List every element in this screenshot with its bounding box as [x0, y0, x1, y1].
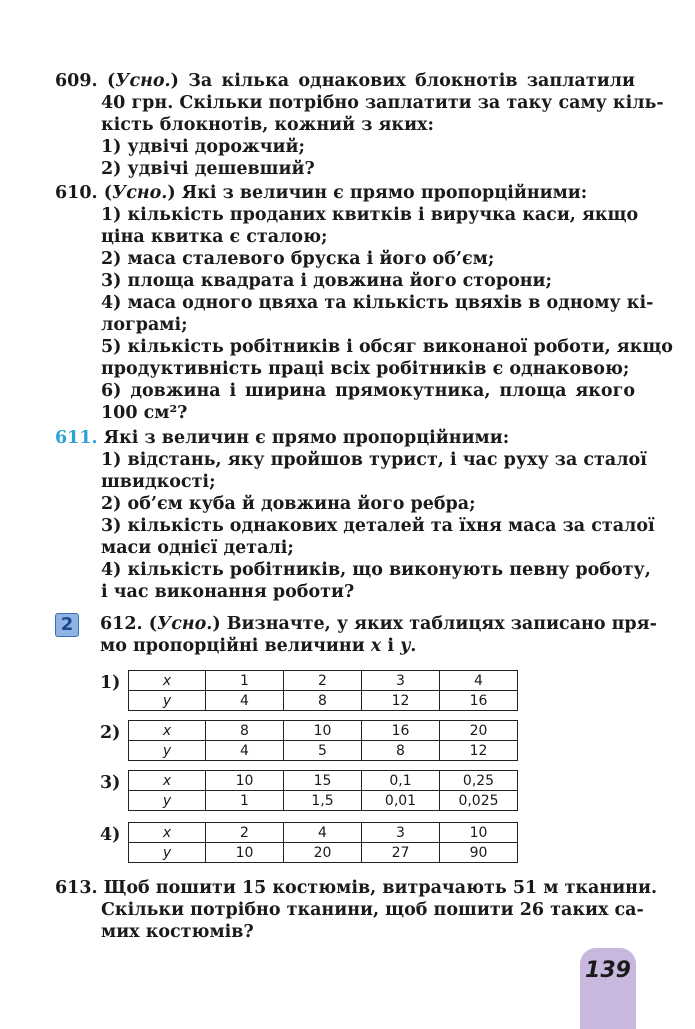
table-cell: 8: [362, 741, 440, 761]
value-table-3: [128, 770, 518, 811]
table-header-cell: y: [129, 791, 206, 811]
table-header-cell: y: [129, 691, 206, 711]
problem-number: 612.: [100, 614, 143, 634]
table-cell: 4: [284, 823, 362, 843]
list-item: 1) відстань, яку пройшов турист, і час руху за сталої: [101, 450, 647, 470]
problem-611-title: 611. Які з величин є прямо пропорційними:: [55, 428, 510, 448]
problem-609-line1: 609. (Усно.) За кілька однакових блокнотів заплатили: [55, 71, 636, 91]
table-cell: 1,5: [284, 791, 362, 811]
list-item: 1) удвічі дорожчий;: [101, 137, 305, 157]
table-cell: 0,25: [440, 771, 518, 791]
table-label: 3): [100, 773, 121, 793]
table-cell: 3: [362, 671, 440, 691]
value-table-2: [128, 720, 518, 761]
problem-609-line2: 40 грн. Скільки потрібно заплатити за таку саму кіль-: [101, 93, 664, 113]
table-header-cell: y: [129, 741, 206, 761]
list-item: 1) кількість проданих квитків і виручка каси, якщо: [101, 205, 639, 225]
table-cell: 10: [206, 771, 284, 791]
list-item: 3) кількість однакових деталей та їхня маса за сталої: [101, 516, 655, 536]
table-row: [129, 671, 518, 691]
problem-612-line2: мо пропорційні величини x і y.: [100, 636, 417, 656]
problem-610: [55, 182, 673, 424]
table-row: [129, 721, 518, 741]
oral-mark: (Усно.): [148, 614, 221, 634]
table-row: [129, 843, 518, 863]
table-cell: 4: [440, 671, 518, 691]
table-cell: 12: [440, 741, 518, 761]
table-header-cell: x: [129, 671, 206, 691]
list-item: 4) кількість робітників, що виконують певну роботу,: [101, 560, 651, 580]
table-cell: 0,1: [362, 771, 440, 791]
table-cell: 10: [206, 843, 284, 863]
table-cell: 8: [206, 721, 284, 741]
table-cell: 20: [284, 843, 362, 863]
list-item: 6) довжина і ширина прямокутника, площа якого: [101, 381, 635, 401]
difficulty-badge: 2: [55, 613, 79, 637]
table-cell: 20: [440, 721, 518, 741]
table-cell: 15: [284, 771, 362, 791]
problem-613-line3: мих костюмів?: [101, 922, 254, 942]
problem-609: [55, 70, 664, 180]
table-cell: 10: [440, 823, 518, 843]
table-cell: 1: [206, 791, 284, 811]
table-label: 4): [100, 825, 121, 845]
table-cell: 12: [362, 691, 440, 711]
list-item: ціна квитка є сталою;: [101, 227, 328, 247]
page-number: 139: [585, 958, 631, 983]
table-cell: 2: [206, 823, 284, 843]
table-row: [129, 741, 518, 761]
list-item: 3) площа квадрата і довжина його сторони;: [101, 271, 552, 291]
table-cell: 2: [284, 671, 362, 691]
problem-613: [55, 877, 658, 943]
problem-609-line3: кість блокнотів, кожний з яких:: [101, 115, 434, 135]
table-header-cell: x: [129, 721, 206, 741]
list-item: 100 см²?: [101, 403, 188, 423]
table-cell: 27: [362, 843, 440, 863]
table-cell: 8: [284, 691, 362, 711]
table-cell: 16: [440, 691, 518, 711]
list-item: продуктивність праці всіх робітників є однаковою;: [101, 359, 630, 379]
table-cell: 1: [206, 671, 284, 691]
problem-number: 613.: [55, 878, 98, 898]
problem-612-line1: 612. (Усно.) Визначте, у яких таблицях записано пря-: [100, 614, 657, 634]
list-item: швидкості;: [101, 472, 216, 492]
problem-number: 609.: [55, 71, 98, 91]
table-cell: 16: [362, 721, 440, 741]
list-item: лограмі;: [101, 315, 188, 335]
oral-mark: (Усно.): [106, 71, 179, 91]
value-table-4: [128, 822, 518, 863]
table-label: 1): [100, 673, 121, 693]
table-label: 2): [100, 723, 121, 743]
value-table-1: [128, 670, 518, 711]
table-row: [129, 823, 518, 843]
table-row: [129, 691, 518, 711]
problem-611: [55, 427, 655, 603]
list-item: 2) об’єм куба й довжина його ребра;: [101, 494, 476, 514]
list-item: маси однієї деталі;: [101, 538, 294, 558]
table-row: [129, 771, 518, 791]
problem-number: 610.: [55, 183, 98, 203]
list-item: 4) маса одного цвяха та кількість цвяхів в одному кі-: [101, 293, 654, 313]
list-item: 2) удвічі дешевший?: [101, 159, 315, 179]
table-cell: 5: [284, 741, 362, 761]
list-item: 2) маса сталевого бруска і його об’єм;: [101, 249, 495, 269]
table-cell: 4: [206, 691, 284, 711]
table-cell: 90: [440, 843, 518, 863]
problem-610-title: 610. (Усно.) Які з величин є прямо пропорційними:: [55, 183, 588, 203]
table-cell: 3: [362, 823, 440, 843]
table-cell: 0,025: [440, 791, 518, 811]
table-cell: 10: [284, 721, 362, 741]
table-cell: 0,01: [362, 791, 440, 811]
table-cell: 4: [206, 741, 284, 761]
problem-number: 611.: [55, 428, 98, 448]
problem-613-line1: 613. Щоб пошити 15 костюмів, витрачають 51 м тканини.: [55, 878, 658, 898]
list-item: і час виконання роботи?: [101, 582, 355, 602]
table-header-cell: x: [129, 771, 206, 791]
problem-612: [100, 613, 657, 657]
table-row: [129, 791, 518, 811]
problem-613-line2: Скільки потрібно тканини, щоб пошити 26 таких са-: [101, 900, 644, 920]
list-item: 5) кількість робітників і обсяг виконаної роботи, якщо: [101, 337, 673, 357]
oral-mark: (Усно.): [103, 183, 176, 203]
table-header-cell: x: [129, 823, 206, 843]
table-header-cell: y: [129, 843, 206, 863]
